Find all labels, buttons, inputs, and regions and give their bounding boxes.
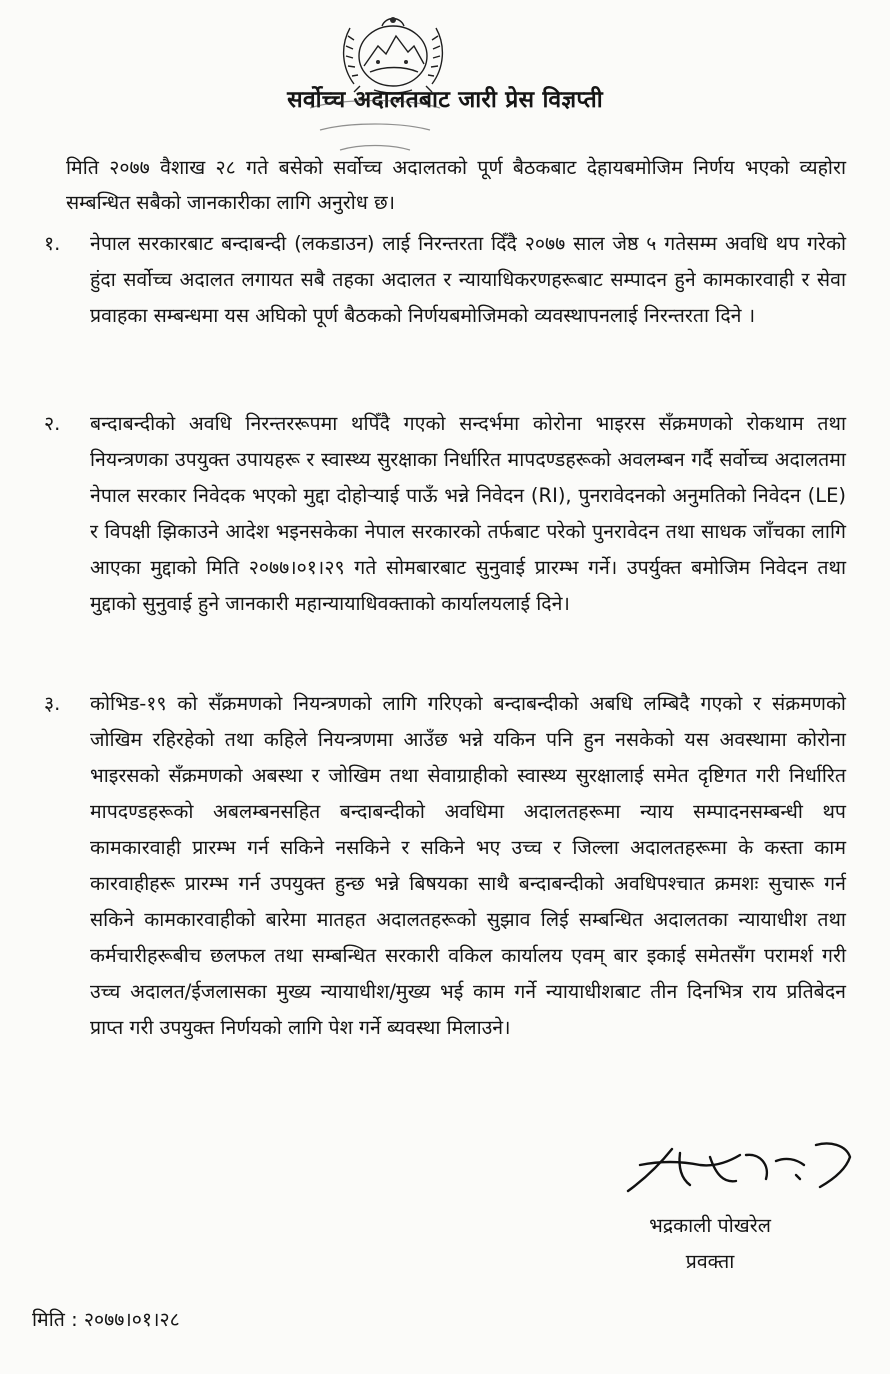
item-text: कोभिड-१९ को सँक्रमणको नियन्त्रणको लागि गरिएको बन्दाबन्दीको अबधि लम्बिदै गएको र संक्रमणको जोखिम रहिरहेको तथा कहिले नियन्त्रणमा आउँछ भन्ने यकिन पनि हुन नसकेको यस अवस्थामा कोरोना भाइरसको सँक्रमणको अबस्था र जोखिम तथा सेवाग्राहीको स्वास्थ्य सुरक्षालाई समेत दृष्टिगत गरी निर्धारित मापदण्डहरूको अबलम्बनसहित बन्दाबन्दीको अवधिमा अदालतहरूमा न्याय सम्पादनसम्बन्धी थप कामकारवाही प्रारम्भ गर्न सकिने नसकिने र सकिने भए उच्च र जिल्ला अदालतहरूमा के कस्ता काम कारवाहीहरू प्रारम्भ गर्न उपयुक्त हुन्छ भन्ने बिषयका साथै बन्दाबन्दीको अवधिपश्चात क्रमशः सुचारू गर्न सकिने कामकारवाहीको बारेमा मातहत अदालतहरूको सुझाव लिई सम्बन्धित अदालतका न्यायाधीश तथा कर्मचारीहरूबीच छलफल तथा सम्बन्धित सरकारी वकिल कार्यालय एवम् बार इकाई समेतसँग परामर्श गरी उच्च अदालत/ईजलासका मुख्य न्यायाधीश/मुख्य भई काम गर्ने न्यायाधीशबाट तीन दिनभित्र राय प्रतिबेदन प्राप्त गरी उपयुक्त निर्णयको लागि पेश गर्ने ब्यवस्था मिलाउने।: [90, 692, 846, 1039]
signatory-block: [610, 1208, 810, 1280]
intro-paragraph: मिति २०७७ वैशाख २८ गते बसेको सर्वोच्च अदालतको पूर्ण बैठकबाट देहायबमोजिम निर्णय भएको व्यहोरा सम्बन्धित सबैको जानकारीका लागि अनुरोध छ।: [66, 156, 846, 214]
page-title: सर्वोच्च अदालतबाट जारी प्रेस विज्ञप्ती: [287, 87, 603, 113]
signatory-designation: प्रवक्ता: [685, 1250, 735, 1273]
item-text: नेपाल सरकारबाट बन्दाबन्दी (लकडाउन) लाई निरन्तरता दिँदै २०७७ साल जेष्ठ ५ गतेसम्म अवधि थप गरेको हुंदा सर्वोच्च अदालत लगायत सबै तहका अदालत र न्यायाधिकरणहरूबाट सम्पादन हुने कामकारवाही र सेवा प्रवाहका सम्बन्धमा यस अघिको पूर्ण बैठकको निर्णयबमोजिमको व्यवस्थापनलाई निरन्तरता दिने ।: [90, 232, 846, 327]
item-text: बन्दाबन्दीको अवधि निरन्तररूपमा थपिँदै गएको सन्दर्भमा कोरोना भाइरस सँक्रमणको रोकथाम तथा नियन्त्रणका उपयुक्त उपायहरू र स्वास्थ्य सुरक्षाका निर्धारित मापदण्डहरूको अवलम्बन गर्दै सर्वोच्च अदालतमा नेपाल सरकार निवेदक भएको मुद्दा दोहोर्‍याई पाऊँ भन्ने निवेदन (RI), पुनरावेदनको अनुमतिको निवेदन (LE) र विपक्षी झिकाउने आदेश भइनसकेका नेपाल सरकारको तर्फबाट परेको पुनरावेदन तथा साधक जाँचका लागि आएका मुद्दाको मिति २०७७।०१।२९ गते सोमबारबाट सुनुवाई प्रारम्भ गर्ने। उपर्युक्त बमोजिम निवेदन तथा मुद्दाको सुनुवाई हुने जानकारी महान्यायाधिवक्ताको कार्यालयलाई दिने।: [90, 412, 846, 615]
item-number: २.: [44, 412, 61, 435]
item-number: १.: [44, 232, 61, 255]
signatory-name: भद्रकाली पोखरेल: [649, 1214, 771, 1237]
list-item: [44, 686, 846, 1046]
document-date: मिति : २०७७।०१।२८: [32, 1308, 180, 1331]
list-item: [44, 226, 846, 334]
signature-icon: [620, 1135, 860, 1201]
item-number: ३.: [44, 692, 61, 715]
list-item: [44, 406, 846, 622]
